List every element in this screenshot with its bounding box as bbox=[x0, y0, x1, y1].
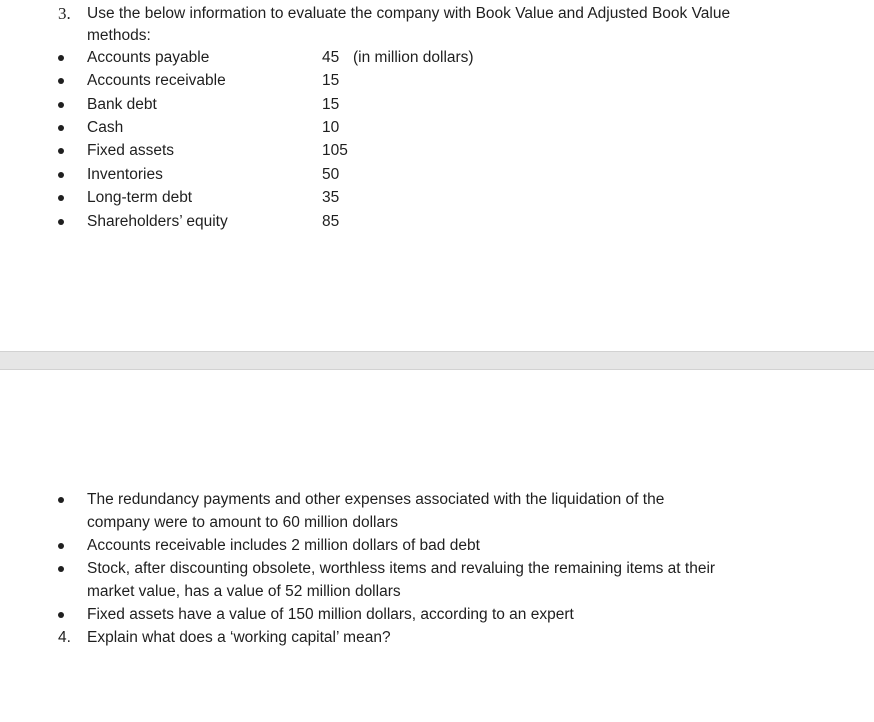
item-value: 15 bbox=[322, 96, 340, 113]
adjustment-text-line: The redundancy payments and other expenses associated with the liquidation of the bbox=[87, 491, 665, 508]
item-value: 15 bbox=[322, 72, 340, 89]
item-label: Accounts receivable bbox=[87, 72, 226, 89]
bullet-icon bbox=[58, 78, 64, 84]
bullet-icon bbox=[58, 172, 64, 178]
bullet-icon bbox=[58, 125, 64, 131]
question-3-text-line-1: Use the below information to evaluate the company with Book Value and Adjusted Book Value bbox=[87, 5, 731, 22]
page-2 bbox=[0, 370, 874, 722]
item-label: Cash bbox=[87, 119, 124, 136]
bullet-icon bbox=[58, 566, 64, 572]
page-break bbox=[0, 351, 874, 370]
bullet-icon bbox=[58, 102, 64, 108]
item-label: Shareholders’ equity bbox=[87, 213, 228, 230]
item-label: Long-term debt bbox=[87, 189, 193, 206]
adjustment-text-line: company were to amount to 60 million dollars bbox=[87, 514, 399, 531]
question-3-text-line-2: methods: bbox=[87, 27, 151, 44]
bullet-icon bbox=[58, 543, 64, 549]
adjustment-text-line: Stock, after discounting obsolete, worthless items and revaluing the remaining items at their bbox=[87, 560, 716, 577]
item-label: Bank debt bbox=[87, 96, 157, 113]
item-value: 10 bbox=[322, 119, 340, 136]
adjustment-text-line: Accounts receivable includes 2 million dollars of bad debt bbox=[87, 537, 480, 554]
adjustment-text-line: Fixed assets have a value of 150 million dollars, according to an expert bbox=[87, 606, 574, 623]
item-label: Fixed assets bbox=[87, 142, 175, 159]
adjustment-text-line: market value, has a value of 52 million dollars bbox=[87, 583, 401, 600]
bullet-icon bbox=[58, 148, 64, 154]
question-4-number: 4. bbox=[58, 629, 71, 646]
item-value: 45 bbox=[322, 49, 340, 66]
item-value: 50 bbox=[322, 166, 340, 183]
item-value: 35 bbox=[322, 189, 340, 206]
question-3-number: 3. bbox=[58, 4, 71, 23]
bullet-icon bbox=[58, 195, 64, 201]
bullet-icon bbox=[58, 612, 64, 618]
bullet-icon bbox=[58, 497, 64, 503]
item-label: Accounts payable bbox=[87, 49, 210, 66]
question-4-text: Explain what does a ‘working capital’ mean? bbox=[87, 629, 391, 646]
bullet-icon bbox=[58, 55, 64, 61]
unit-note: (in million dollars) bbox=[353, 49, 474, 66]
item-value: 105 bbox=[322, 142, 348, 159]
bullet-icon bbox=[58, 219, 64, 225]
item-value: 85 bbox=[322, 213, 340, 230]
page-1 bbox=[0, 0, 874, 351]
item-label: Inventories bbox=[87, 166, 163, 183]
